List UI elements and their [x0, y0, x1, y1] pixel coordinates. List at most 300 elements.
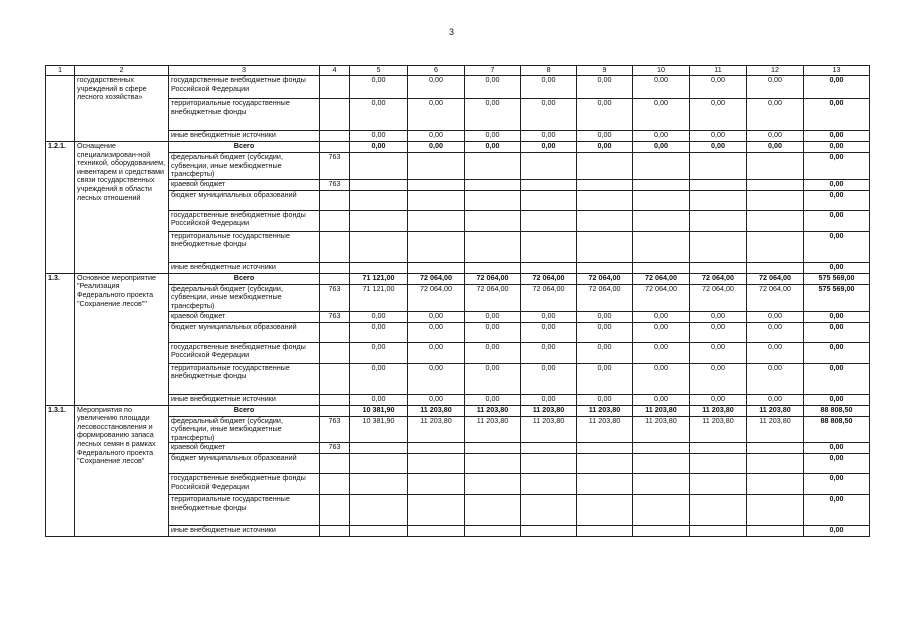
value-cell: 0,00 — [577, 311, 633, 322]
value-cell — [690, 443, 747, 454]
header-cell: 6 — [408, 66, 465, 76]
value-cell — [521, 210, 577, 231]
table-row — [46, 153, 870, 180]
value-cell: 0,00 — [577, 342, 633, 363]
value-cell — [350, 443, 408, 454]
value-cell: 72 064,00 — [521, 273, 577, 284]
value-cell: 0,00 — [690, 142, 747, 153]
total-cell: 0,00 — [804, 322, 870, 342]
value-cell: 0,00 — [408, 76, 465, 99]
value-cell — [408, 495, 465, 526]
value-cell: 0,00 — [633, 342, 690, 363]
value-cell — [633, 153, 690, 180]
value-cell — [408, 443, 465, 454]
table-row — [46, 76, 870, 99]
value-cell — [633, 474, 690, 495]
value-cell: 72 064,00 — [690, 284, 747, 311]
value-cell: 11 203,80 — [408, 416, 465, 443]
value-cell: 0,00 — [350, 99, 408, 131]
value-cell — [350, 153, 408, 180]
value-cell: 0,00 — [465, 363, 521, 394]
value-cell: 11 203,80 — [465, 405, 521, 416]
code-cell — [320, 210, 350, 231]
total-cell: 0,00 — [804, 474, 870, 495]
total-cell: 0,00 — [804, 495, 870, 526]
funding-source-cell: федеральный бюджет (субсидии, субвенции, иные межбюджетные трансферты) — [169, 284, 320, 311]
header-cell: 5 — [350, 66, 408, 76]
table-row — [46, 495, 870, 526]
total-cell: 88 808,50 — [804, 405, 870, 416]
value-cell: 0,00 — [408, 322, 465, 342]
value-cell — [633, 495, 690, 526]
value-cell — [521, 495, 577, 526]
value-cell: 0,00 — [577, 394, 633, 405]
code-cell: 763 — [320, 153, 350, 180]
value-cell: 0,00 — [408, 131, 465, 142]
value-cell: 0,00 — [465, 99, 521, 131]
value-cell — [408, 190, 465, 210]
header-row — [46, 66, 870, 76]
value-cell — [747, 179, 804, 190]
value-cell — [747, 495, 804, 526]
value-cell: 10 381,90 — [350, 416, 408, 443]
total-cell: 0,00 — [804, 76, 870, 99]
value-cell — [521, 231, 577, 262]
table-row — [46, 405, 870, 416]
value-cell — [633, 526, 690, 537]
code-cell — [320, 273, 350, 284]
value-cell — [747, 526, 804, 537]
finance-table — [45, 65, 870, 537]
funding-source-cell: государственные внебюджетные фонды Российской Федерации — [169, 210, 320, 231]
value-cell — [350, 526, 408, 537]
row-number-cell: 1.2.1. — [46, 142, 75, 274]
value-cell: 0,00 — [747, 322, 804, 342]
value-cell: 72 064,00 — [690, 273, 747, 284]
funding-source-cell: государственные внебюджетные фонды Российской Федерации — [169, 342, 320, 363]
total-cell: 0,00 — [804, 262, 870, 273]
value-cell: 72 064,00 — [633, 273, 690, 284]
funding-source-cell: Всего — [169, 273, 320, 284]
row-number-cell: 1.3. — [46, 273, 75, 405]
value-cell: 0,00 — [408, 394, 465, 405]
value-cell — [577, 495, 633, 526]
value-cell — [465, 231, 521, 262]
value-cell: 11 203,80 — [633, 416, 690, 443]
funding-source-cell: краевой бюджет — [169, 179, 320, 190]
header-cell: 9 — [577, 66, 633, 76]
total-cell: 0,00 — [804, 526, 870, 537]
value-cell — [690, 210, 747, 231]
value-cell: 0,00 — [521, 394, 577, 405]
value-cell — [465, 262, 521, 273]
value-cell: 0,00 — [633, 99, 690, 131]
value-cell — [465, 153, 521, 180]
funding-source-cell: бюджет муниципальных образований — [169, 454, 320, 474]
header-cell: 3 — [169, 66, 320, 76]
value-cell: 0,00 — [747, 99, 804, 131]
code-cell — [320, 262, 350, 273]
row-number-cell — [46, 76, 75, 142]
code-cell — [320, 231, 350, 262]
table-row — [46, 322, 870, 342]
value-cell: 0,00 — [577, 142, 633, 153]
funding-source-cell: краевой бюджет — [169, 311, 320, 322]
value-cell: 0,00 — [521, 76, 577, 99]
value-cell: 0,00 — [690, 322, 747, 342]
value-cell: 0,00 — [633, 76, 690, 99]
value-cell — [350, 231, 408, 262]
value-cell — [350, 454, 408, 474]
table-row — [46, 179, 870, 190]
funding-source-cell: Всего — [169, 405, 320, 416]
header-cell: 1 — [46, 66, 75, 76]
total-cell: 0,00 — [804, 454, 870, 474]
funding-source-cell: иные внебюджетные источники — [169, 526, 320, 537]
value-cell — [521, 262, 577, 273]
value-cell: 0,00 — [350, 131, 408, 142]
value-cell — [633, 210, 690, 231]
value-cell: 10 381,90 — [350, 405, 408, 416]
value-cell — [747, 474, 804, 495]
value-cell: 0,00 — [577, 76, 633, 99]
value-cell: 0,00 — [465, 394, 521, 405]
value-cell: 72 064,00 — [577, 273, 633, 284]
table-row — [46, 284, 870, 311]
value-cell: 11 203,80 — [521, 416, 577, 443]
value-cell: 11 203,80 — [577, 416, 633, 443]
code-cell — [320, 76, 350, 99]
value-cell — [521, 443, 577, 454]
header-cell: 11 — [690, 66, 747, 76]
value-cell — [690, 190, 747, 210]
value-cell: 0,00 — [465, 322, 521, 342]
value-cell — [747, 153, 804, 180]
value-cell: 0,00 — [690, 363, 747, 394]
funding-source-cell: бюджет муниципальных образований — [169, 190, 320, 210]
measure-name-cell: Мероприятия по увеличению площади лесовосстановления и формированию запаса лесных семян в рамках Федерального проекта "Сохранение лесов" — [75, 405, 169, 537]
value-cell: 0,00 — [577, 131, 633, 142]
page-number: 3 — [448, 27, 454, 37]
value-cell — [408, 454, 465, 474]
value-cell — [465, 495, 521, 526]
total-cell: 0,00 — [804, 363, 870, 394]
header-cell: 13 — [804, 66, 870, 76]
value-cell: 0,00 — [577, 322, 633, 342]
table-row — [46, 273, 870, 284]
table-row — [46, 190, 870, 210]
value-cell — [747, 190, 804, 210]
value-cell — [408, 474, 465, 495]
value-cell: 0,00 — [521, 322, 577, 342]
code-cell — [320, 99, 350, 131]
value-cell — [690, 262, 747, 273]
table-row — [46, 231, 870, 262]
code-cell — [320, 363, 350, 394]
value-cell — [521, 474, 577, 495]
value-cell: 0,00 — [408, 342, 465, 363]
table-row — [46, 99, 870, 131]
funding-source-cell: территориальные государственные внебюджетные фонды — [169, 99, 320, 131]
value-cell: 72 064,00 — [465, 284, 521, 311]
table-row — [46, 311, 870, 322]
value-cell — [408, 179, 465, 190]
value-cell: 0,00 — [521, 131, 577, 142]
code-cell — [320, 394, 350, 405]
table-body — [46, 66, 870, 537]
funding-source-cell: краевой бюджет — [169, 443, 320, 454]
value-cell — [408, 231, 465, 262]
value-cell — [690, 454, 747, 474]
total-cell: 0,00 — [804, 443, 870, 454]
value-cell: 0,00 — [747, 76, 804, 99]
value-cell: 0,00 — [690, 311, 747, 322]
table-row — [46, 342, 870, 363]
value-cell: 0,00 — [408, 363, 465, 394]
value-cell — [521, 526, 577, 537]
value-cell: 0,00 — [633, 363, 690, 394]
funding-source-cell: территориальные государственные внебюджетные фонды — [169, 495, 320, 526]
value-cell: 11 203,80 — [577, 405, 633, 416]
value-cell: 0,00 — [521, 363, 577, 394]
value-cell: 11 203,80 — [690, 405, 747, 416]
value-cell — [633, 443, 690, 454]
funding-source-cell: государственные внебюджетные фонды Российской Федерации — [169, 474, 320, 495]
header-cell: 8 — [521, 66, 577, 76]
code-cell — [320, 190, 350, 210]
value-cell: 0,00 — [465, 142, 521, 153]
total-cell: 0,00 — [804, 153, 870, 180]
value-cell: 72 064,00 — [633, 284, 690, 311]
value-cell: 0,00 — [350, 311, 408, 322]
value-cell: 0,00 — [747, 131, 804, 142]
value-cell: 0,00 — [350, 322, 408, 342]
funding-source-cell: иные внебюджетные источники — [169, 262, 320, 273]
value-cell — [633, 262, 690, 273]
value-cell: 71 121,00 — [350, 284, 408, 311]
code-cell: 763 — [320, 443, 350, 454]
value-cell: 0,00 — [633, 142, 690, 153]
header-cell: 4 — [320, 66, 350, 76]
code-cell — [320, 322, 350, 342]
value-cell: 72 064,00 — [747, 273, 804, 284]
value-cell — [465, 526, 521, 537]
total-cell: 88 808,50 — [804, 416, 870, 443]
funding-source-cell: государственные внебюджетные фонды Российской Федерации — [169, 76, 320, 99]
value-cell: 11 203,80 — [633, 405, 690, 416]
value-cell: 0,00 — [747, 311, 804, 322]
value-cell: 11 203,80 — [690, 416, 747, 443]
value-cell: 0,00 — [521, 142, 577, 153]
funding-source-cell: территориальные государственные внебюджетные фонды — [169, 231, 320, 262]
value-cell: 72 064,00 — [465, 273, 521, 284]
value-cell: 71 121,00 — [350, 273, 408, 284]
code-cell — [320, 495, 350, 526]
value-cell: 0,00 — [350, 342, 408, 363]
total-cell: 0,00 — [804, 190, 870, 210]
value-cell — [521, 179, 577, 190]
code-cell: 763 — [320, 179, 350, 190]
total-cell: 0,00 — [804, 99, 870, 131]
value-cell — [350, 190, 408, 210]
funding-source-cell: бюджет муниципальных образований — [169, 322, 320, 342]
value-cell: 0,00 — [577, 99, 633, 131]
value-cell — [350, 495, 408, 526]
value-cell: 11 203,80 — [465, 416, 521, 443]
total-cell: 575 569,00 — [804, 273, 870, 284]
value-cell — [577, 153, 633, 180]
value-cell — [521, 190, 577, 210]
value-cell: 0,00 — [465, 76, 521, 99]
value-cell: 11 203,80 — [747, 405, 804, 416]
value-cell: 0,00 — [521, 99, 577, 131]
total-cell: 0,00 — [804, 179, 870, 190]
funding-source-cell: иные внебюджетные источники — [169, 131, 320, 142]
value-cell — [408, 262, 465, 273]
code-cell — [320, 526, 350, 537]
value-cell — [408, 153, 465, 180]
value-cell: 72 064,00 — [747, 284, 804, 311]
value-cell — [690, 179, 747, 190]
value-cell: 0,00 — [690, 394, 747, 405]
value-cell: 0,00 — [350, 363, 408, 394]
total-cell: 0,00 — [804, 342, 870, 363]
value-cell — [690, 495, 747, 526]
funding-source-cell: федеральный бюджет (субсидии, субвенции, иные межбюджетные трансферты) — [169, 416, 320, 443]
code-cell — [320, 142, 350, 153]
value-cell: 0,00 — [465, 131, 521, 142]
value-cell — [633, 454, 690, 474]
code-cell: 763 — [320, 311, 350, 322]
value-cell — [633, 190, 690, 210]
total-cell: 0,00 — [804, 210, 870, 231]
value-cell — [577, 231, 633, 262]
value-cell — [465, 474, 521, 495]
value-cell — [633, 179, 690, 190]
value-cell — [747, 210, 804, 231]
value-cell: 0,00 — [690, 76, 747, 99]
table-row — [46, 454, 870, 474]
value-cell — [747, 262, 804, 273]
funding-source-cell: территориальные государственные внебюджетные фонды — [169, 363, 320, 394]
code-cell: 763 — [320, 416, 350, 443]
value-cell — [577, 443, 633, 454]
total-cell: 0,00 — [804, 231, 870, 262]
value-cell: 72 064,00 — [408, 273, 465, 284]
value-cell: 0,00 — [690, 342, 747, 363]
value-cell: 0,00 — [633, 311, 690, 322]
value-cell: 11 203,80 — [408, 405, 465, 416]
value-cell — [690, 474, 747, 495]
value-cell: 11 203,80 — [521, 405, 577, 416]
table-row — [46, 142, 870, 153]
funding-source-cell: Всего — [169, 142, 320, 153]
value-cell: 0,00 — [747, 142, 804, 153]
value-cell: 0,00 — [633, 131, 690, 142]
value-cell — [521, 153, 577, 180]
value-cell — [747, 454, 804, 474]
table-row — [46, 131, 870, 142]
measure-name-cell: Оснащение специализирован-ной техникой, оборудованием, инвентарем и средствами связи государственных учреждений в области лесных отношений — [75, 142, 169, 274]
value-cell: 0,00 — [690, 131, 747, 142]
value-cell — [577, 210, 633, 231]
value-cell — [577, 526, 633, 537]
header-cell: 12 — [747, 66, 804, 76]
value-cell: 0,00 — [633, 394, 690, 405]
value-cell — [690, 153, 747, 180]
value-cell: 0,00 — [408, 99, 465, 131]
total-cell: 0,00 — [804, 131, 870, 142]
value-cell: 0,00 — [408, 311, 465, 322]
code-cell: 763 — [320, 284, 350, 311]
total-cell: 575 569,00 — [804, 284, 870, 311]
value-cell: 72 064,00 — [577, 284, 633, 311]
code-cell — [320, 342, 350, 363]
value-cell — [350, 210, 408, 231]
value-cell: 0,00 — [350, 394, 408, 405]
code-cell — [320, 405, 350, 416]
value-cell: 0,00 — [747, 394, 804, 405]
value-cell: 11 203,80 — [747, 416, 804, 443]
value-cell — [350, 474, 408, 495]
total-cell: 0,00 — [804, 311, 870, 322]
value-cell: 0,00 — [690, 99, 747, 131]
header-cell: 7 — [465, 66, 521, 76]
value-cell — [690, 526, 747, 537]
table-row — [46, 443, 870, 454]
value-cell: 0,00 — [633, 322, 690, 342]
value-cell: 0,00 — [577, 363, 633, 394]
value-cell: 0,00 — [747, 342, 804, 363]
value-cell — [577, 474, 633, 495]
header-cell: 10 — [633, 66, 690, 76]
measure-name-cell: Основное мероприятие "Реализация Федерального проекта "Сохранение лесов"" — [75, 273, 169, 405]
table-row — [46, 262, 870, 273]
measure-name-cell: государственных учреждений в сфере лесного хозяйства» — [75, 76, 169, 142]
table-row — [46, 394, 870, 405]
value-cell: 72 064,00 — [408, 284, 465, 311]
value-cell — [350, 179, 408, 190]
funding-source-cell: иные внебюджетные источники — [169, 394, 320, 405]
value-cell — [577, 190, 633, 210]
value-cell — [408, 526, 465, 537]
value-cell — [465, 443, 521, 454]
value-cell: 0,00 — [465, 342, 521, 363]
table-row — [46, 526, 870, 537]
value-cell — [633, 231, 690, 262]
total-cell: 0,00 — [804, 394, 870, 405]
value-cell — [350, 262, 408, 273]
value-cell: 0,00 — [350, 142, 408, 153]
table-row — [46, 416, 870, 443]
value-cell: 0,00 — [350, 76, 408, 99]
value-cell — [577, 262, 633, 273]
value-cell: 0,00 — [408, 142, 465, 153]
table-row — [46, 363, 870, 394]
value-cell — [577, 454, 633, 474]
row-number-cell: 1.3.1. — [46, 405, 75, 537]
code-cell — [320, 474, 350, 495]
value-cell — [465, 454, 521, 474]
value-cell — [465, 210, 521, 231]
value-cell: 0,00 — [465, 311, 521, 322]
code-cell — [320, 131, 350, 142]
funding-source-cell: федеральный бюджет (субсидии, субвенции, иные межбюджетные трансферты) — [169, 153, 320, 180]
value-cell — [577, 179, 633, 190]
value-cell: 0,00 — [747, 363, 804, 394]
table-row — [46, 210, 870, 231]
value-cell — [747, 443, 804, 454]
